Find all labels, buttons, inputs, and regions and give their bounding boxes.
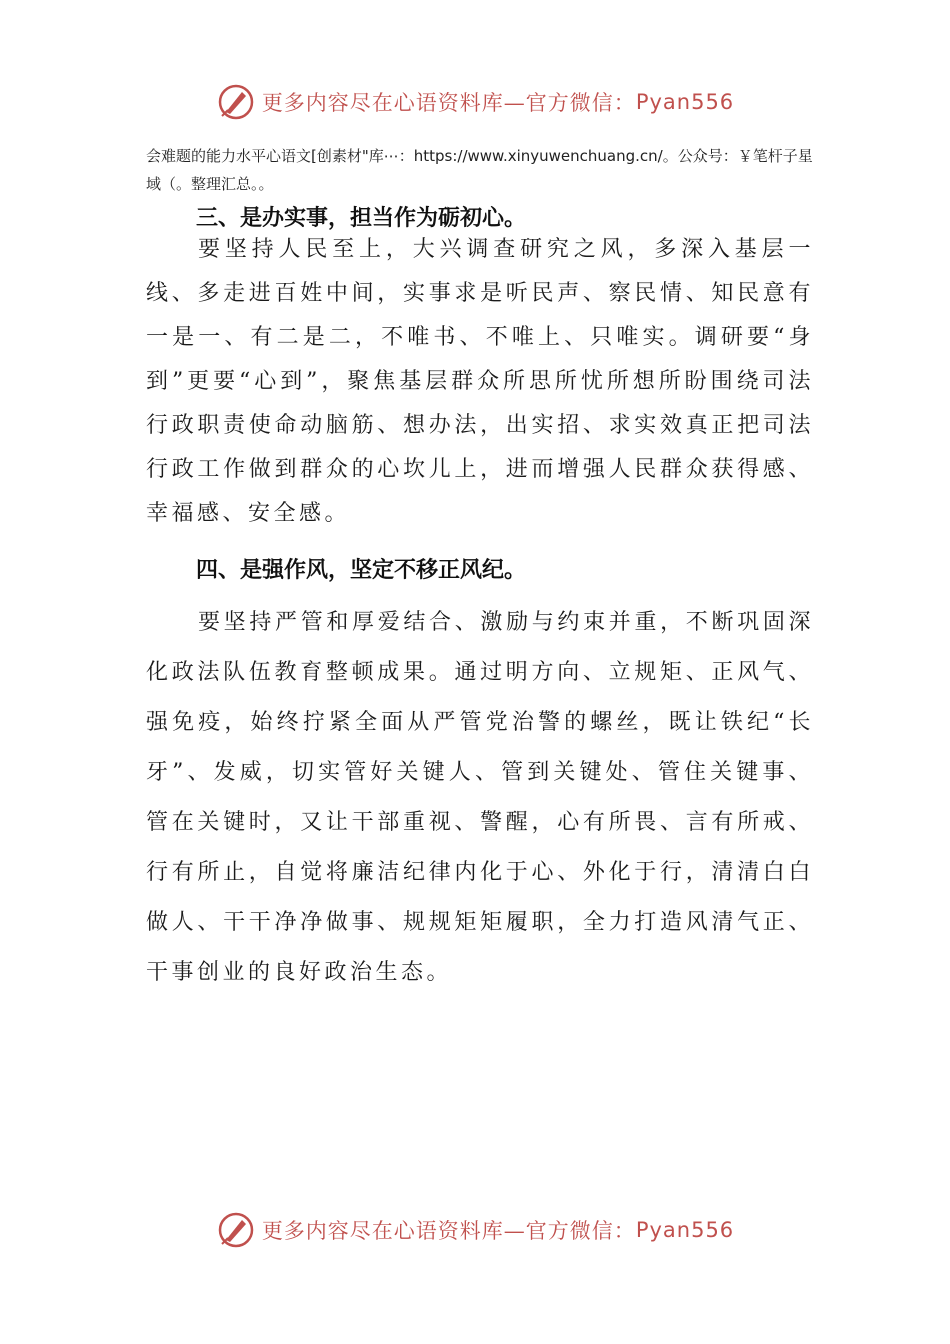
wechat-id: Pyan556 <box>635 90 735 114</box>
section-heading: 三、是办实事，担当作为砺初心。 <box>196 206 527 231</box>
pen-nib-icon <box>216 82 256 122</box>
banner-text: 更多内容尽在心语资料库—官方微信： <box>261 1219 636 1243</box>
header-banner <box>0 78 950 126</box>
footer-banner <box>0 1206 950 1254</box>
pen-nib-icon <box>216 1210 256 1250</box>
wechat-id: Pyan556 <box>635 1218 735 1242</box>
banner-text: 更多内容尽在心语资料库—官方微信： <box>261 91 636 115</box>
section-paragraph: 要坚持严管和厚爱结合、激励与约束并重，不断巩固深化政法队伍教育整顿成果。通过明方向、立规矩、正风气、强免疫，始终拧紧全面从严管党治警的螺丝，既让铁纪“长牙”、发威，切实管好关键人、管到关键处、管住关键事、管在关键时，又让干部重视、警醒，心有所畏、言有所戒、行有所止，自觉将廉洁纪律内化于心、外化于行，清清白白做人、干干净净做事、规规矩矩履职，全力打造风清气正、干事创业的良好政治生态。 <box>146 610 814 985</box>
section-paragraph: 要坚持人民至上，大兴调查研究之风，多深入基层一线、多走进百姓中间，实事求是听民声、察民情、知民意有一是一、有二是二，不唯书、不唯上、只唯实。调研要“身到”更要“心到”，聚焦基层群众所思所忧所想所盼围绕司法行政职责使命动脑筋、想办法，出实招、求实效真正把司法行政工作做到群众的心坎儿上，进而增强人民群众获得感、幸福感、安全感。 <box>146 237 814 526</box>
section-heading: 四、是强作风，坚定不移正风纪。 <box>196 558 527 583</box>
source-note: 会难题的能力水平心语文[创素材"库⋯：https://www.xinyuwenchuang.cn/。公众号：￥笔杆子星域（。整理汇总。。 <box>146 147 813 193</box>
